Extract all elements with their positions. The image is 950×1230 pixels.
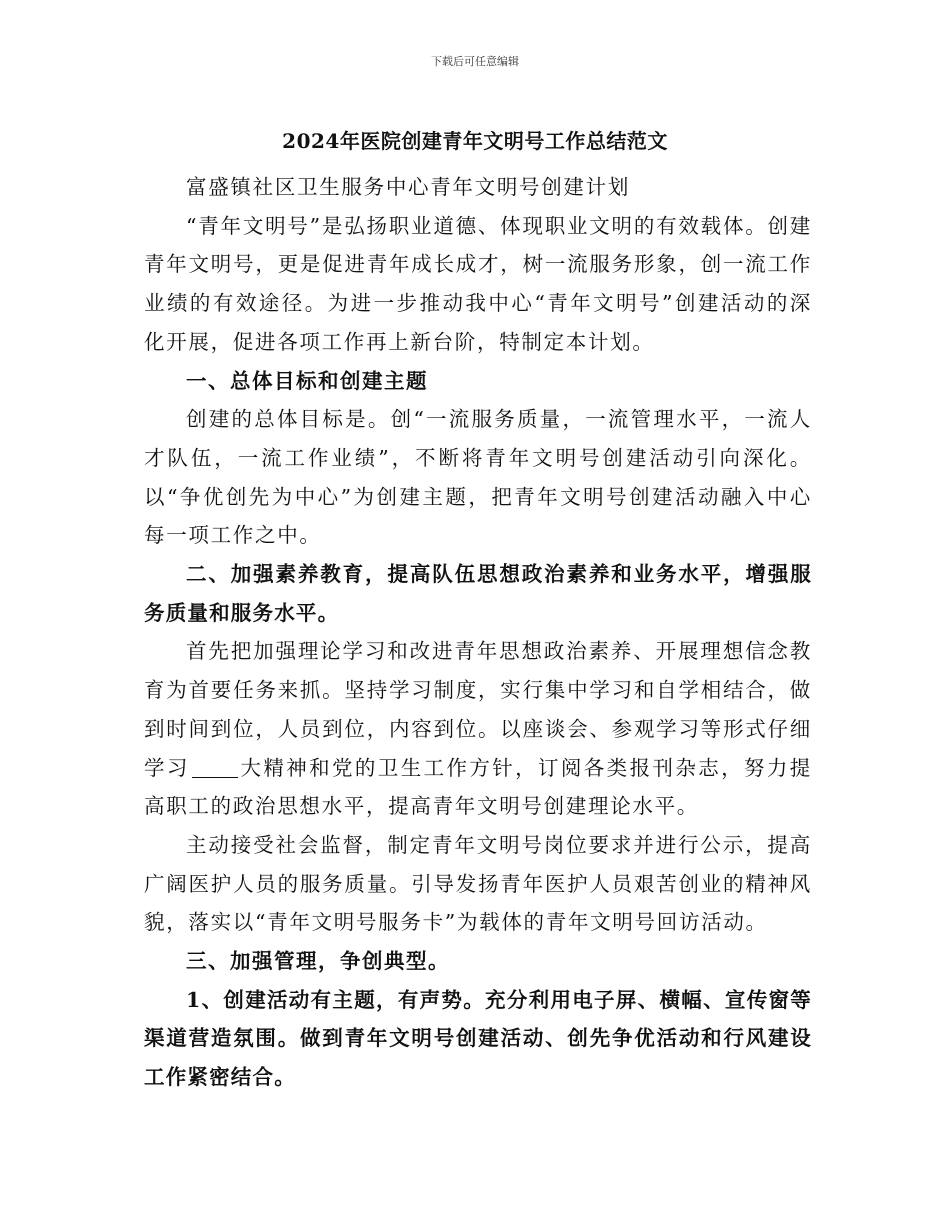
blank-underline: [192, 756, 238, 778]
section-3-item-1: 1、创建活动有主题，有声势。充分利用电子屏、横幅、宣传窗等渠道营造氛围。做到青年文明号创建活动、创先争优活动和行风建设工作紧密结合。: [144, 987, 812, 1090]
section-heading-2: 二、加强素养教育，提高队伍思想政治素养和业务水平，增强服务质量和服务水平。: [144, 562, 812, 625]
section-2-paragraph-2: 主动接受社会监督，制定青年文明号岗位要求并进行公示，提高广阔医护人员的服务质量。引导发扬青年医护人员艰苦创业的精神风貌，落实以“青年文明号服务卡”为载体的青年文明号回访活动。: [144, 832, 812, 935]
document-body: [144, 168, 812, 1097]
section-2-paragraph-1-part-b: 大精神和党的卫生工作方针，订阅各类报刊杂志，努力提高职工的政治思想水平，提高青年文明号创建理论水平。: [144, 755, 812, 819]
intro-paragraph: “青年文明号”是弘扬职业道德、体现职业文明的有效载体。创建青年文明号，更是促进青年成长成才，树一流服务形象，创一流工作业绩的有效途径。为进一步推动我中心“青年文明号”创建活动的深化开展，促进各项工作再上新台阶，特制定本计划。: [144, 213, 812, 354]
section-2-paragraph-1: [144, 632, 812, 826]
section-1-paragraph: 创建的总体目标是。创“一流服务质量，一流管理水平，一流人才队伍，一流工作业绩”，不断将青年文明号创建活动引向深化。以“争优创先为中心”为创建主题，把青年文明号创建活动融入中心每一项工作之中。: [144, 407, 812, 548]
document-title: 2024年医院创建青年文明号工作总结范文: [282, 129, 668, 153]
subtitle-paragraph: 富盛镇社区卫生服务中心青年文明号创建计划: [186, 175, 631, 199]
section-heading-1: 一、总体目标和创建主题: [186, 368, 429, 393]
section-heading-3: 三、加强管理，争创典型。: [186, 949, 451, 974]
header-note: 下载后可任意编辑: [431, 55, 519, 68]
section-2-paragraph-1-part-a: 首先把加强理论学习和改进青年思想政治素养、开展理想信念教育为首要任务来抓。坚持学习制度，实行集中学习和自学相结合，做到时间到位，人员到位，内容到位。以座谈会、参观学习等形式仔细学习: [144, 639, 812, 780]
